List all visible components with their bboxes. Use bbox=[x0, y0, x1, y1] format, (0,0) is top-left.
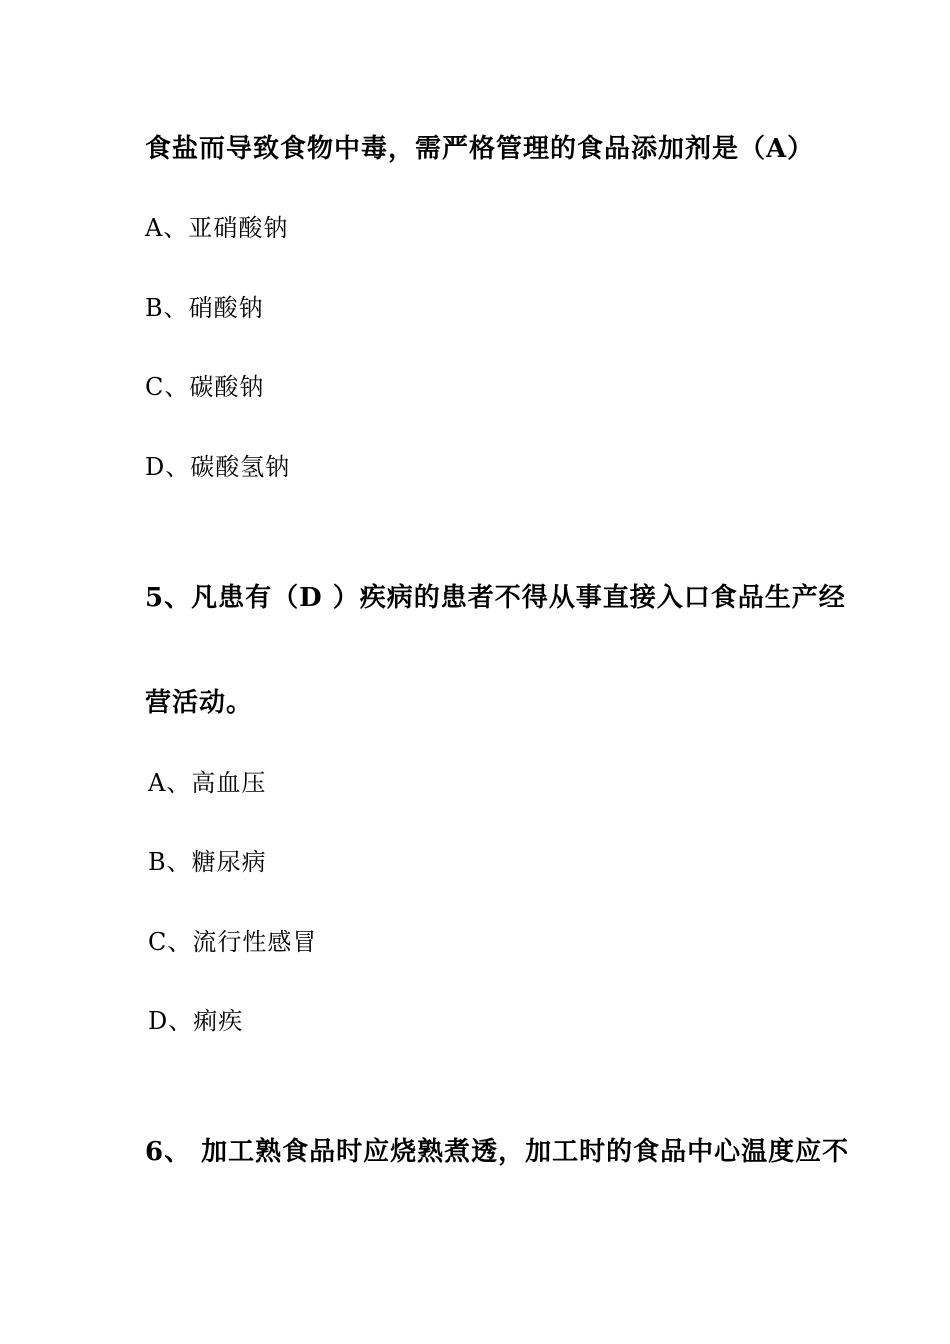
question-4-stem: 食盐而导致食物中毒，需严格管理的食品添加剂是（A） bbox=[145, 134, 815, 164]
question-4-option-c: C、碳酸钠 bbox=[145, 373, 265, 401]
question-5-stem-line-2: 营活动。 bbox=[145, 688, 254, 718]
question-6-stem-line-1: 6、 加工熟食品时应烧熟煮透，加工时的食品中心温度应不 bbox=[145, 1137, 850, 1167]
question-5-stem-line-1: 5、凡患有（D ）疾病的患者不得从事直接入口食品生产经 bbox=[145, 583, 846, 613]
question-5-option-b: B、糖尿病 bbox=[148, 848, 267, 876]
question-5-option-c: C、流行性感冒 bbox=[148, 928, 318, 956]
question-5-option-d: D、痢疾 bbox=[148, 1007, 244, 1035]
question-4-option-a: A、亚硝酸钠 bbox=[145, 214, 289, 242]
question-4-option-d: D、碳酸氢钠 bbox=[145, 453, 291, 481]
question-4-option-b: B、硝酸钠 bbox=[145, 294, 264, 322]
question-5-option-a: A、高血压 bbox=[148, 769, 267, 797]
